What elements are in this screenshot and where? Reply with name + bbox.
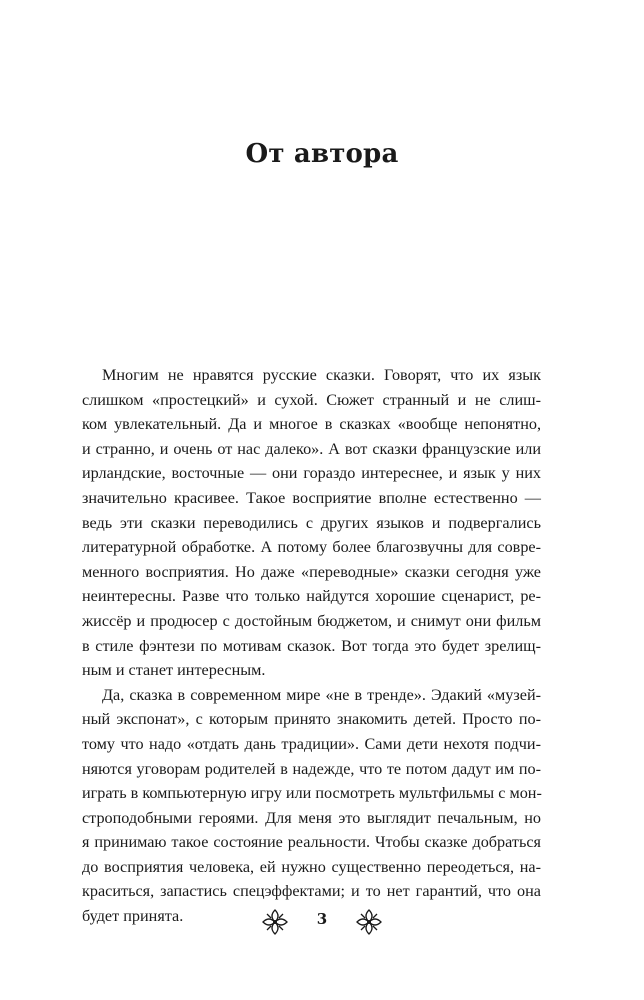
text-line: значительно красивее. Такое восприятие вполне естественно —: [82, 488, 541, 507]
paragraph-1: [82, 363, 541, 683]
text-line: и странно, и очень от нас далеко». А вот сказки французские или: [82, 439, 541, 458]
text-line: ный экспонат», с которым принято знакомить детей. Просто по-: [82, 710, 541, 729]
text-line: слишком «простецкий» и сухой. Сюжет странный и не слиш-: [82, 390, 541, 409]
page-number: 3: [316, 910, 328, 928]
text-line: жиссёр и продюсер с достойным бюджетом, и снимут они фильм: [82, 611, 541, 630]
text-line: строподобными героями. Для меня это выглядит печальным, но: [82, 808, 541, 827]
page-title: От автора: [245, 139, 399, 170]
text-line: будет принята.: [82, 907, 184, 926]
text-line: я принимаю такое состояние реальности. Чтобы сказке добраться: [82, 833, 541, 852]
floral-ornament-icon: [261, 908, 289, 936]
text-line: Многим не нравятся русские сказки. Говорят, что их язык: [102, 366, 541, 384]
text-line: ком увлекательный. Да и многое в сказках «вообще непонятно,: [82, 415, 541, 434]
text-line: тому что надо «отдать дань традиции». Сами дети нехотя подчи-: [82, 734, 541, 753]
text-line: ным и станет интересным.: [82, 661, 266, 680]
text-line: до восприятия человека, ей нужно существенно переодеться, на-: [82, 857, 541, 876]
text-line: няются уговорам родителей в надежде, что те потом дадут им по-: [82, 759, 541, 778]
page-footer: [0, 908, 644, 936]
text-line: краситься, запастись спецэффектами; и то нет гарантий, что она: [82, 882, 541, 901]
text-line: ведь эти сказки переводились с других языков и подвергались: [82, 513, 541, 532]
text-line: неинтересны. Разве что только найдутся хорошие сценарист, ре-: [82, 587, 541, 606]
text-line: менного восприятия. Но даже «переводные» сказки сегодня уже: [82, 562, 541, 581]
paragraph-2: [82, 683, 541, 929]
text-line: Да, сказка в современном мире «не в тренде». Эдакий «музей-: [102, 685, 541, 704]
text-line: играть в компьютерную игру или посмотреть мультфильмы с мон-: [82, 784, 542, 803]
floral-ornament-icon: [355, 908, 383, 936]
body-text: [82, 363, 541, 929]
text-line: литературной обработке. А потому более благозвучны для совре-: [82, 538, 541, 557]
text-line: ирландские, восточные — они гораздо интереснее, и язык у них: [82, 464, 541, 483]
text-line: в стиле фэнтези по мотивам сказок. Вот тогда это будет зрелищ-: [82, 636, 541, 655]
